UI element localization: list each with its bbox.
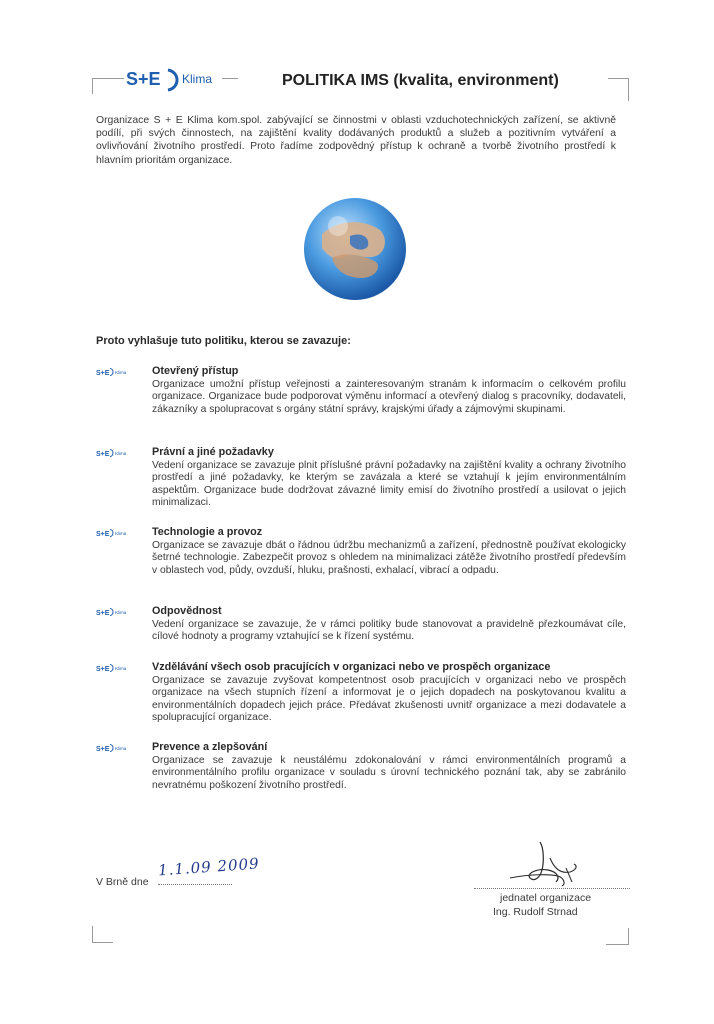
section-text: Vedení organizace se zavazuje, že v rámci politiky bude stanovovat a pravidelně přezkoumávat cíle, cílové hodnoty a programy vztahující se k řízení systému. (152, 619, 626, 643)
svg-text:Klima: Klima (115, 531, 127, 536)
corner-mark-top-left (92, 78, 103, 94)
handwritten-date: 1.1.09 2009 (157, 854, 261, 880)
corner-mark-bottom-left (92, 926, 113, 943)
document-title: POLITIKA IMS (kvalita, environment) (282, 72, 559, 89)
svg-text:Klima: Klima (115, 610, 127, 615)
signer-name: Ing. Rudolf Strnad (493, 906, 578, 918)
globe-hands-image (302, 196, 408, 302)
company-logo (124, 66, 234, 94)
header-rule-left (92, 78, 124, 79)
section-heading: Právní a jiné požadavky (152, 446, 274, 458)
date-label: V Brně dne (96, 876, 149, 888)
svg-text:S+E: S+E (96, 666, 110, 673)
corner-mark-top-right (608, 78, 629, 101)
section-heading: Otevřený přístup (152, 365, 239, 377)
section-text: Organizace umožní přístup veřejnosti a zainteresovaným stranám k informacím o celkovém profilu organizace. Organizace bude podporovat výměnu informací a otevřený dialog s pracovníky, dodavateli, zákazníky a spolupracovat s orgány státní správy, krajskými úřady a zájmovými skupinami. (152, 379, 626, 415)
signer-role: jednatel organizace (500, 892, 592, 904)
mini-logo-icon (96, 607, 130, 617)
svg-text:Klima: Klima (115, 746, 127, 751)
svg-text:Klima: Klima (115, 370, 127, 375)
section-heading: Technologie a provoz (152, 526, 263, 538)
svg-text:S+E: S+E (126, 69, 161, 89)
intro-paragraph: Organizace S + E Klima kom.spol. zabývající se činnostmi v oblasti vzduchotechnických zařízení, se aktivně podílí, při svých činnostech, na zajištění kvality dodávaných produktů a služeb a pozitivním vytváření a ovlivňování životního prostředí. Proto řadíme zodpovědný přístup k ochraně a tvorbě životního prostředí k hlavním prioritám organizace. (96, 115, 616, 166)
policy-lead-sentence: Proto vyhlašuje tuto politiku, kterou se zavazuje: (96, 335, 351, 347)
svg-text:S+E: S+E (96, 610, 110, 617)
corner-mark-bottom-right (606, 928, 629, 945)
svg-text:S+E: S+E (96, 451, 110, 458)
mini-logo-icon (96, 743, 130, 753)
section-heading: Vzdělávání všech osob pracujících v organizaci nebo ve prospěch organizace (152, 661, 551, 673)
mini-logo-icon (96, 528, 130, 538)
svg-text:Klima: Klima (115, 451, 127, 456)
mini-logo-icon (96, 448, 130, 458)
section-text: Organizace se zavazuje dbát o řádnou údržbu mechanizmů a zařízení, přednostně používat ekologicky šetrné technologie. Zabezpečit provoz s ohledem na minimalizaci zátěže životního prostředí především v oblastech vod, půdy, ovzduší, hluku, prašnosti, exhalací, vibrací a odpadu. (152, 540, 626, 576)
svg-text:S+E: S+E (96, 370, 110, 377)
signature-dotted-line (474, 888, 630, 889)
section-text: Vedení organizace se zavazuje plnit příslušné právní požadavky na zajištění kvality a ochrany životního prostředí a jiné požadavky, ke kterým se zavázala a které se vztahují k jejím environmentálním aspektům. Organizace bude dodržovat závazné limity emisí do životního prostředí a usilovat o jejich minimalizaci. (152, 460, 626, 509)
handwritten-signature (500, 838, 590, 890)
svg-text:S+E: S+E (96, 531, 110, 538)
section-heading: Odpovědnost (152, 605, 222, 617)
section-text: Organizace se zavazuje k neustálému zdokonalování v rámci environmentálních programů a environmentálního profilu organizace v souladu s úrovní technického poznání tak, aby se zabránilo nevratnému poškození životního prostředí. (152, 755, 626, 791)
mini-logo-icon (96, 663, 130, 673)
svg-text:S+E: S+E (96, 746, 110, 753)
svg-text:Klima: Klima (115, 666, 127, 671)
section-heading: Prevence a zlepšování (152, 741, 268, 753)
mini-logo-icon (96, 367, 130, 377)
svg-text:Klima: Klima (182, 72, 213, 86)
section-text: Organizace se zavazuje zvyšovat kompetentnost osob pracujících v organizaci nebo ve prospěch organizace na všech stupních řízení a informovat je o jejich dopadech na poskytovanou kvalitu a environmentálních dopadech jejich práce. Předávat zkušenosti uvnitř organizace a mezi dodavatele a spolupracující organizace. (152, 675, 626, 724)
date-dotted-line (158, 884, 232, 885)
